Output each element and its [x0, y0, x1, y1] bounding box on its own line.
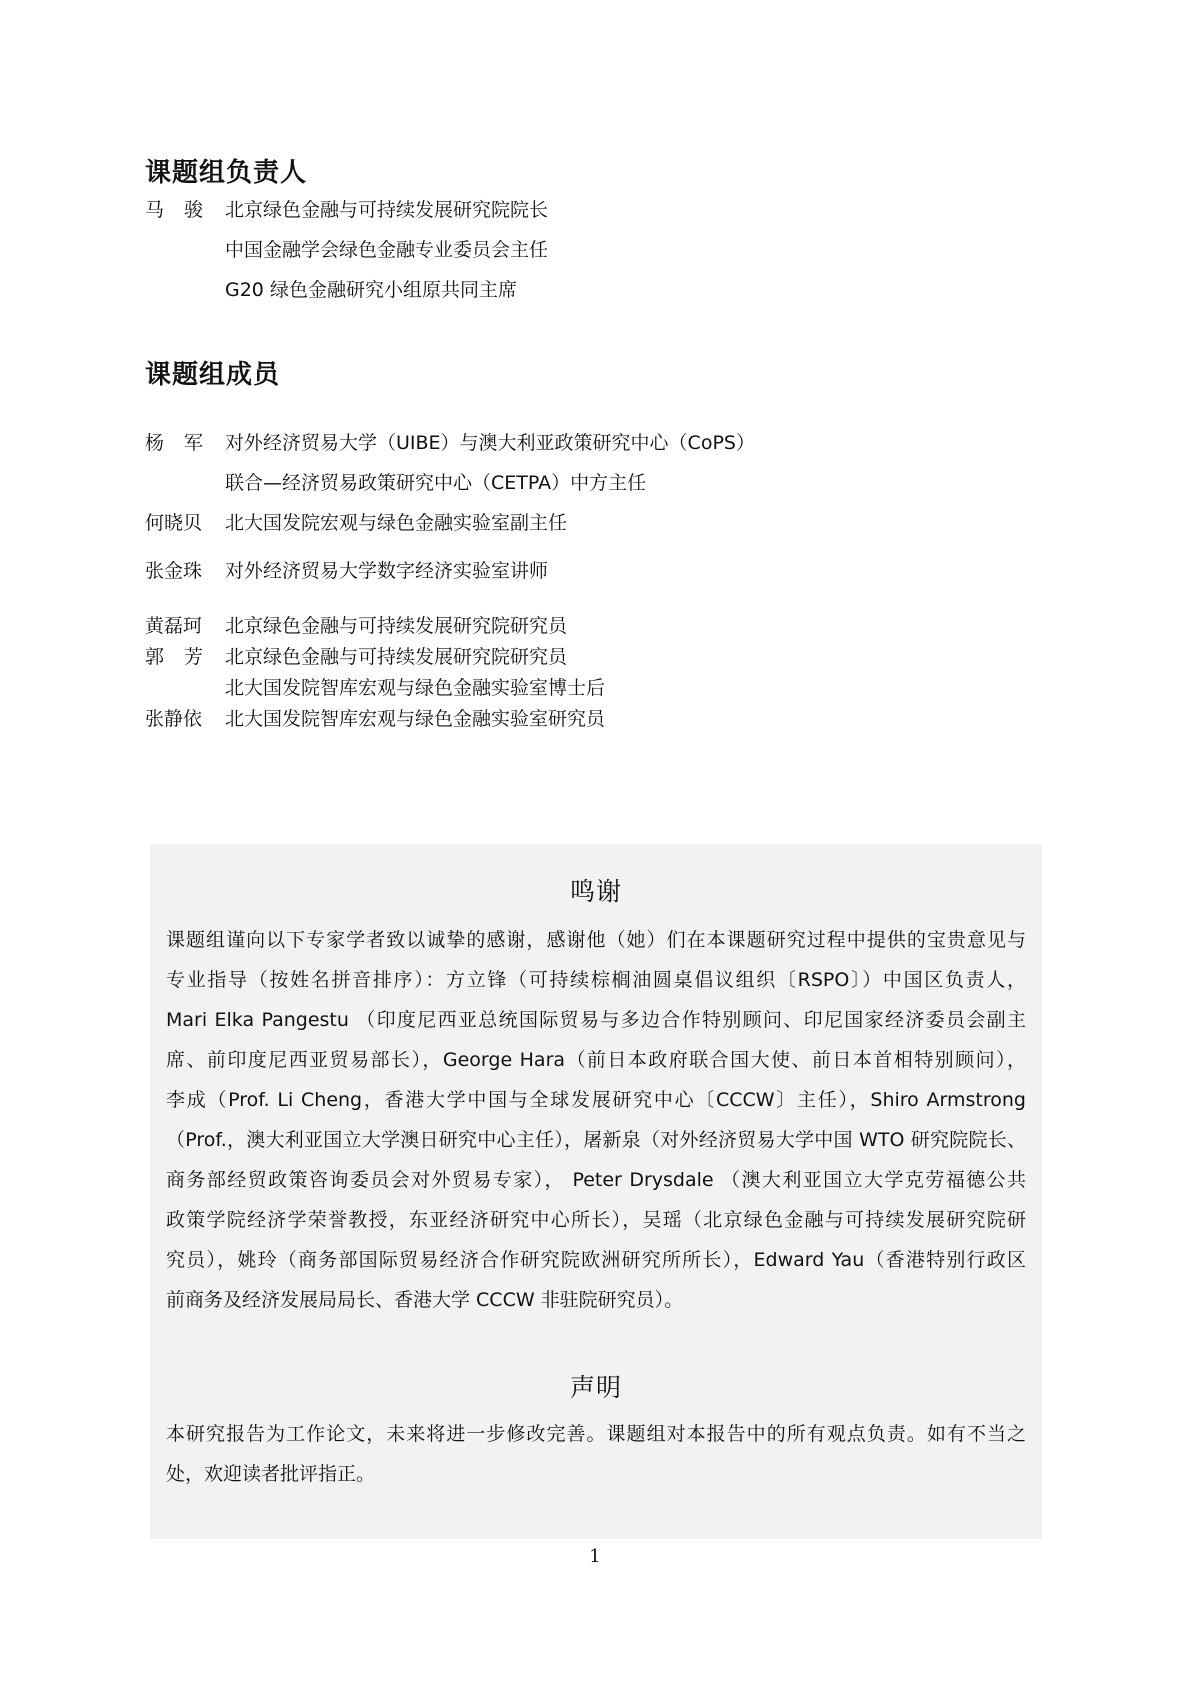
member-role: 中国金融学会绿色金融专业委员会主任: [225, 239, 549, 261]
acknowledgement-line: （Prof.，澳大利亚国立大学澳日研究中心主任），屠新泉（对外经济贸易大学中国 WTO 研究院院长、: [166, 1129, 1026, 1151]
member-name: 张金珠: [145, 560, 203, 582]
member-name: 郭芳: [145, 646, 224, 668]
statement-line: 本研究报告为工作论文，未来将进一步修改完善。课题组对本报告中的所有观点负责。如有不当之: [166, 1423, 1026, 1445]
member-role: 北京绿色金融与可持续发展研究院院长: [225, 199, 549, 221]
statement-line: 处，欢迎读者批评指正。: [166, 1463, 376, 1485]
member-role: 北大国发院智库宏观与绿色金融实验室博士后: [225, 677, 606, 699]
acknowledgement-panel: [150, 844, 1042, 1539]
member-role: 联合—经济贸易政策研究中心（CETPA）中方主任: [225, 472, 647, 494]
member-name: 黄磊珂: [145, 615, 203, 637]
member-role: 北大国发院智库宏观与绿色金融实验室研究员: [225, 708, 606, 730]
leader-heading: 课题组负责人: [145, 158, 308, 188]
acknowledgement-line: Mari Elka Pangestu （印度尼西亚总统国际贸易与多边合作特别顾问、印尼国家经济委员会副主: [166, 1009, 1026, 1031]
acknowledgement-line: 商务部经贸政策咨询委员会对外贸易专家）， Peter Drysdale （澳大利亚国立大学克劳福德公共: [166, 1169, 1026, 1191]
members-heading: 课题组成员: [145, 360, 281, 390]
member-name: 何晓贝: [145, 512, 203, 534]
acknowledgement-line: 席、前印度尼西亚贸易部长），George Hara（前日本政府联合国大使、前日本首相特别顾问），: [166, 1049, 1026, 1071]
member-role: 对外经济贸易大学数字经济实验室讲师: [225, 560, 549, 582]
acknowledgement-line: 李成（Prof. Li Cheng，香港大学中国与全球发展研究中心〔CCCW〕主任），Shiro Armstrong: [166, 1089, 1026, 1111]
acknowledgement-line: 政策学院经济学荣誉教授，东亚经济研究中心所长），吴瑶（北京绿色金融与可持续发展研究院研: [166, 1209, 1026, 1231]
member-role: 北京绿色金融与可持续发展研究院研究员: [225, 615, 568, 637]
member-role: 北京绿色金融与可持续发展研究院研究员: [225, 646, 568, 668]
member-name: 杨军: [145, 432, 224, 454]
member-role: 北大国发院宏观与绿色金融实验室副主任: [225, 512, 568, 534]
acknowledgement-line: 究员），姚玲（商务部国际贸易经济合作研究院欧洲研究所所长），Edward Yau（香港特别行政区: [166, 1249, 1026, 1271]
statement-title: 声明: [569, 1373, 622, 1402]
page-number: 1: [589, 1546, 601, 1567]
acknowledgement-line: 专业指导（按姓名拼音排序）：方立锋（可持续棕榈油圆桌倡议组织〔RSPO〕）中国区负责人，: [166, 969, 1026, 991]
acknowledgement-line: 课题组谨向以下专家学者致以诚挚的感谢，感谢他（她）们在本课题研究过程中提供的宝贵意见与: [166, 929, 1026, 951]
member-name: 马骏: [145, 199, 224, 221]
acknowledgement-title: 鸣谢: [569, 877, 622, 906]
member-role: G20 绿色金融研究小组原共同主席: [225, 279, 517, 301]
acknowledgement-line: 前商务及经济发展局局长、香港大学 CCCW 非驻院研究员）。: [166, 1289, 684, 1311]
member-name: 张静依: [145, 708, 203, 730]
member-role: 对外经济贸易大学（UIBE）与澳大利亚政策研究中心（CoPS）: [225, 432, 755, 454]
